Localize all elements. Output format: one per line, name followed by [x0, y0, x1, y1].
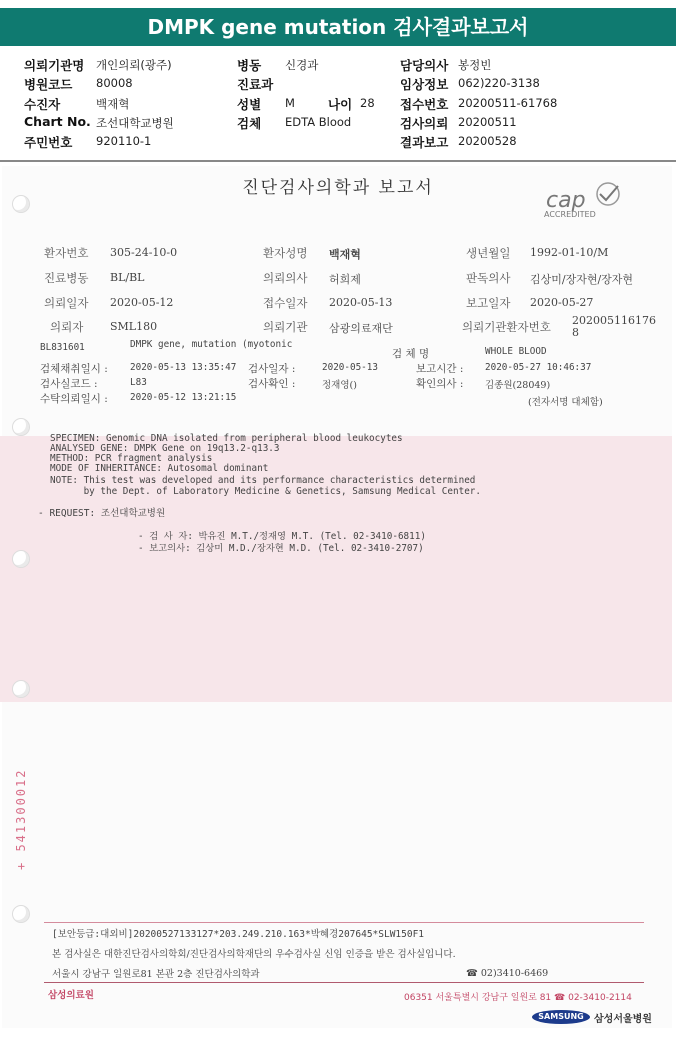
staff-line: - 보고의사: 김상미 M.D./장자현 M.D. (Tel. 02-3410-2707)	[138, 543, 424, 554]
result-line: MODE OF INHERITANCE: Autosomal dominant	[50, 463, 269, 474]
phone-line: ☎ 02)3410-6469	[466, 968, 549, 979]
field-value: 삼광의료재단	[329, 322, 393, 335]
result-line: METHOD: PCR fragment analysis	[50, 453, 213, 464]
header-value: 개인의뢰(광주)	[96, 58, 172, 72]
field-value: SML180	[110, 320, 158, 333]
collect-label: 검체채취일시 :	[40, 363, 108, 375]
field-value: 백재혁	[329, 248, 361, 261]
result-line: SPECIMEN: Genomic DNA isolated from peripheral blood leukocytes	[50, 433, 403, 444]
tester-label: 검사확인 :	[248, 378, 296, 390]
header-value: 백재혁	[96, 97, 130, 111]
header-value: 조선대학교병원	[96, 116, 174, 130]
header-divider	[0, 160, 676, 162]
field-label: 판독의사	[466, 271, 511, 285]
field-label: 진료병동	[44, 271, 89, 285]
hospital-brand-name: 삼성서울병원	[594, 1014, 652, 1025]
header-label: 접수번호	[400, 97, 449, 112]
header-value: 28	[360, 96, 375, 110]
collect-value: 2020-05-13 13:35:47	[130, 362, 237, 373]
header-value: 봉정빈	[458, 58, 492, 72]
request-line: - REQUEST: 조선대학교병원	[38, 508, 166, 519]
side-serial-number: + 541300012	[14, 768, 28, 870]
test-date-label: 검사일자 :	[248, 363, 296, 375]
field-label: 환자번호	[44, 246, 89, 260]
field-value: 305-24-10-0	[110, 246, 178, 259]
field-label: 접수일자	[263, 296, 308, 310]
field-label: 생년월일	[466, 246, 511, 260]
footer-divider	[44, 922, 644, 923]
field-value: 1992-01-10/M	[530, 246, 609, 259]
document-title: 진단검사의학과 보고서	[242, 178, 434, 198]
samsung-logo	[532, 1010, 590, 1024]
binder-hole	[12, 195, 30, 213]
field-label: 의뢰자	[50, 320, 84, 334]
header-value: 20200511-61768	[458, 96, 558, 110]
field-value: BL/BL	[110, 271, 145, 284]
bottom-address: 06351 서울특별시 강남구 일원로 81 ☎ 02-3410-2114	[404, 993, 632, 1003]
field-label: 의뢰기관	[263, 320, 308, 334]
address-line: 서울시 강남구 일원로81 본관 2층 진단검사의학과	[52, 969, 260, 980]
header-value: 80008	[96, 76, 133, 90]
header-value: 062)220-3138	[458, 76, 540, 90]
test-name: DMPK gene, mutation (myotonic	[130, 339, 293, 350]
report-title-bar	[0, 8, 676, 46]
footer-divider	[44, 982, 644, 983]
hospital-name-left: 삼성의료원	[48, 990, 94, 1001]
field-value: 2020-05-13	[329, 296, 393, 309]
header-label: 담당의사	[400, 58, 449, 73]
field-value: 2020-05-27	[530, 296, 594, 309]
binder-hole	[12, 550, 30, 568]
report-time-value: 2020-05-27 10:46:37	[485, 362, 592, 373]
signature-note: (전자서명 대체함)	[528, 397, 603, 408]
header-value: EDTA Blood	[285, 115, 352, 129]
header-value: 20200511	[458, 115, 517, 129]
cert-line: 본 검사실은 대한진단검사의학회/진단검사의학재단의 우수검사실 신임 인증을 받은 검사실입니다.	[52, 949, 456, 960]
header-value: 920110-1	[96, 134, 152, 148]
header-label: 검체	[237, 116, 262, 131]
header-value: 신경과	[285, 58, 319, 72]
header-label: 결과보고	[400, 135, 449, 150]
header-label: 병동	[237, 58, 262, 73]
binder-hole	[12, 418, 30, 436]
field-value: 허희제	[329, 273, 361, 286]
field-value: 김상미/장자현/장자현	[530, 273, 634, 286]
header-label: 임상정보	[400, 77, 449, 92]
header-label: 성별	[237, 97, 262, 112]
test-code: BL831601	[40, 342, 85, 353]
room-label: 검사실코드 :	[40, 378, 98, 390]
cap-logo-subtext: ACCREDITED	[544, 210, 596, 219]
header-label: 주민번호	[24, 135, 73, 150]
header-value: M	[285, 96, 295, 110]
field-label: 의뢰일자	[44, 296, 89, 310]
field-value: 8	[572, 326, 579, 339]
header-label: 검사의뢰	[400, 116, 449, 131]
security-line: [보안등급:대외비]20200527133127*203.249.210.163*박혜경207645*SLW150F1	[52, 929, 425, 940]
field-label: 의뢰기관환자번호	[462, 320, 551, 334]
field-label: 의뢰의사	[263, 271, 308, 285]
header-label: 수진자	[24, 97, 61, 112]
receive-label: 수탁의뢰일시 :	[40, 393, 108, 405]
receive-value: 2020-05-12 13:21:15	[130, 392, 237, 403]
tester-value: 정재영()	[322, 380, 357, 391]
header-label: 진료과	[237, 77, 274, 92]
confirm-label: 확인의사 :	[416, 378, 464, 390]
test-date-value: 2020-05-13	[322, 362, 378, 373]
report-title: DMPK gene mutation 검사결과보고서	[147, 15, 529, 39]
cap-accredited-logo	[544, 180, 634, 224]
specimen-value: WHOLE BLOOD	[485, 346, 547, 357]
binder-hole	[12, 680, 30, 698]
field-value: 2020-05-12	[110, 296, 174, 309]
header-label: 의뢰기관명	[24, 58, 85, 73]
room-value: L83	[130, 377, 147, 388]
result-line: ANALYSED GENE: DMPK Gene on 19q13.2-q13.3	[50, 443, 280, 454]
report-time-label: 보고시간 :	[416, 363, 464, 375]
header-value: 20200528	[458, 134, 517, 148]
samsung-logo-text: SAMSUNG	[538, 1012, 584, 1021]
cap-logo-text: cap	[546, 188, 586, 213]
confirm-value: 김종원(28049)	[485, 380, 551, 391]
header-label: 나이	[328, 97, 353, 112]
field-value: 202005116176	[572, 314, 656, 327]
result-line: NOTE: This test was developed and its performance characteristics determined	[50, 475, 476, 486]
field-label: 보고일자	[466, 296, 511, 310]
header-label: Chart No.	[24, 114, 91, 129]
result-line: by the Dept. of Laboratory Medicine & Genetics, Samsung Medical Center.	[50, 486, 481, 497]
staff-line: - 검 사 자: 박유진 M.T./정재영 M.T. (Tel. 02-3410-6811)	[138, 531, 426, 542]
binder-hole	[12, 905, 30, 923]
field-label: 환자성명	[263, 246, 308, 260]
specimen-label: 검 체 명	[392, 348, 430, 360]
header-label: 병원코드	[24, 77, 73, 92]
